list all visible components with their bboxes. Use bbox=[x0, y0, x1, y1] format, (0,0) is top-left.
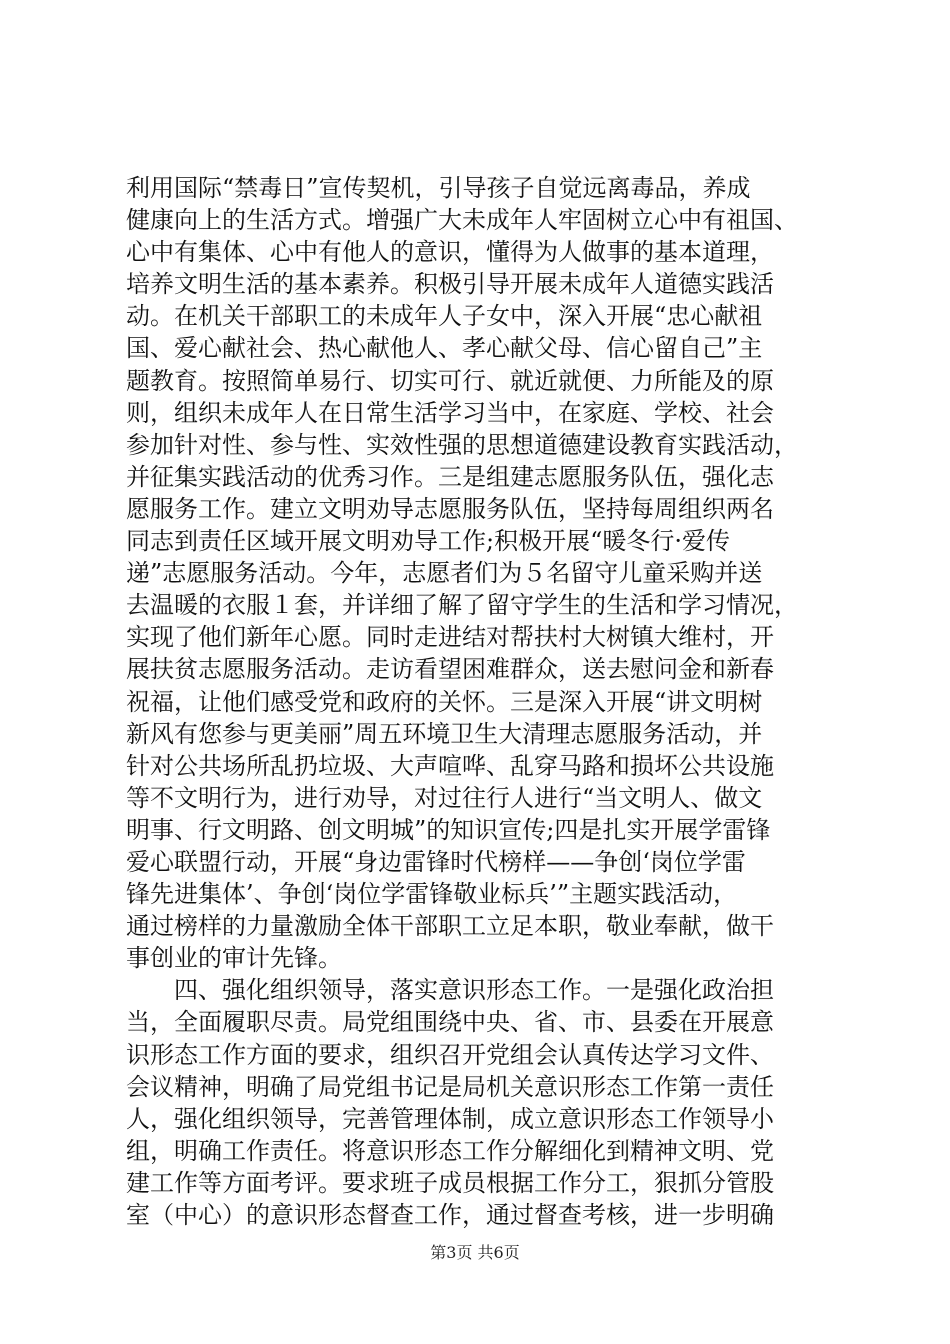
text-line: 动。在机关干部职工的未成年人子女中，深入开展“忠心献祖 bbox=[126, 302, 763, 331]
text-line: 锋先进集体’、争创‘岗位学雷锋敬业标兵’”主题实践活动， bbox=[126, 880, 738, 909]
text-line: 并征集实践活动的优秀习作。三是组建志愿服务队伍，强化志 bbox=[126, 462, 774, 491]
text-line: 组，明确工作责任。将意识形态工作分解细化到精神文明、党 bbox=[126, 1136, 774, 1165]
text-line: 展扶贫志愿服务活动。走访看望困难群众，送去慰问金和新春 bbox=[126, 655, 774, 684]
text-line: 明事、行文明路、创文明城”的知识宣传;四是扎实开展学雷锋 bbox=[126, 815, 771, 844]
text-line: 室（中心）的意识形态督查工作，通过督查考核，进一步明确 bbox=[126, 1201, 774, 1229]
body-text bbox=[126, 172, 846, 1231]
section-heading-line: 四、强化组织领导，落实意识形态工作。一是强化政治担 bbox=[174, 976, 774, 1005]
text-line: 爱心联盟行动，开展“身边雷锋时代榜样——争创‘岗位学雷 bbox=[126, 847, 746, 876]
text-line: 健康向上的生活方式。增强广大未成年人牢固树立心中有祖国、 bbox=[126, 206, 798, 235]
text-line: 培养文明生活的基本素养。积极引导开展未成年人道德实践活 bbox=[126, 270, 774, 299]
text-line: 国、爱心献社会、热心献他人、孝心献父母、信心留自己”主 bbox=[126, 334, 763, 363]
text-line: 识形态工作方面的要求，组织召开党组会认真传达学习文件、 bbox=[126, 1040, 774, 1069]
text-line: 针对公共场所乱扔垃圾、大声喧哗、乱穿马路和损坏公共设施 bbox=[126, 751, 774, 780]
text-line: 利用国际“禁毒日”宣传契机，引导孩子自觉远离毒品，养成 bbox=[126, 174, 751, 202]
text-line: 同志到责任区域开展文明劝导工作;积极开展“暖冬行·爱传 bbox=[126, 527, 730, 556]
text-line: 等不文明行为，进行劝导，对过往行人进行“当文明人、做文 bbox=[126, 783, 763, 812]
text-line: 题教育。按照简单易行、切实可行、就近就便、力所能及的原 bbox=[126, 366, 774, 395]
text-line: 当，全面履职尽责。局党组围绕中央、省、市、县委在开展意 bbox=[126, 1008, 774, 1037]
text-line: 事创业的审计先锋。 bbox=[126, 944, 342, 973]
text-line: 参加针对性、参与性、实效性强的思想道德建设教育实践活动， bbox=[126, 430, 798, 459]
text-line: 建工作等方面考评。要求班子成员根据工作分工，狠抓分管股 bbox=[126, 1168, 774, 1197]
text-line: 心中有集体、心中有他人的意识，懂得为人做事的基本道理， bbox=[126, 238, 774, 267]
text-line: 愿服务工作。建立文明劝导志愿服务队伍，坚持每周组织两名 bbox=[126, 494, 774, 523]
text-line: 去温暖的衣服１套，并详细了解了留守学生的生活和学习情况， bbox=[126, 591, 798, 620]
text-line: 祝福，让他们感受党和政府的关怀。三是深入开展“讲文明树 bbox=[126, 687, 763, 716]
text-line: 通过榜样的力量激励全体干部职工立足本职，敬业奉献，做干 bbox=[126, 912, 774, 941]
page-footer bbox=[0, 1240, 950, 1263]
text-line: 递”志愿服务活动。今年，志愿者们为５名留守儿童采购并送 bbox=[126, 559, 763, 588]
text-line: 则，组织未成年人在日常生活学习当中，在家庭、学校、社会 bbox=[126, 398, 774, 427]
page-number: 第3页 共6页 bbox=[430, 1243, 520, 1262]
text-line: 人，强化组织领导，完善管理体制，成立意识形态工作领导小 bbox=[126, 1104, 774, 1133]
text-line: 会议精神，明确了局党组书记是局机关意识形态工作第一责任 bbox=[126, 1072, 774, 1101]
text-line: 实现了他们新年心愿。同时走进结对帮扶村大树镇大维村，开 bbox=[126, 623, 774, 652]
text-line: 新风有您参与更美丽”周五环境卫生大清理志愿服务活动，并 bbox=[126, 719, 763, 748]
